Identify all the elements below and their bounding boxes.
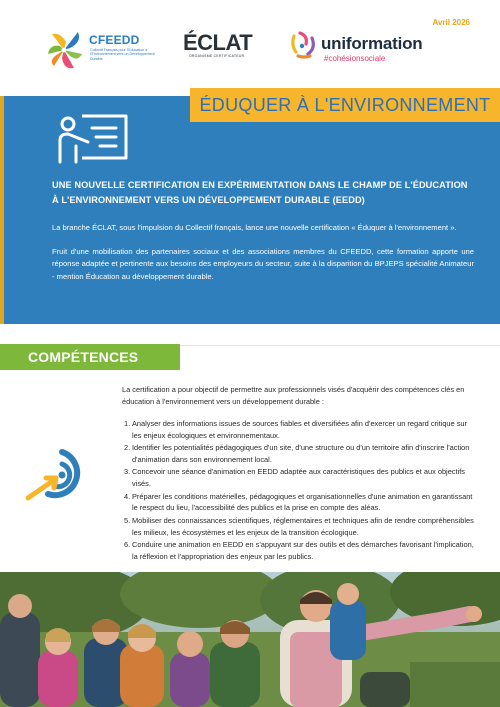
cfeedd-mark-icon xyxy=(44,28,86,72)
competence-text: Identifier les potentialités pédagogiques d'un site, d'une structure ou d'un territoire afin d'inscrire l'action d'animation dans son environnement local. xyxy=(132,443,470,464)
banner-lead: UNE NOUVELLE CERTIFICATION EN EXPÉRIMENTATION DANS LE CHAMP DE L'ÉDUCATION À L'ENVIRONNEMENT VERS UN DÉVELOPPEMENT DURABLE (EEDD) xyxy=(52,180,468,205)
competences-header xyxy=(0,344,180,391)
competence-number: 6. xyxy=(124,539,131,549)
eclat-name: ÉCLAT xyxy=(183,30,253,55)
competence-text: Concevoir une séance d'animation en EEDD adaptée aux caractéristiques des publics et aux objectifs visés. xyxy=(132,467,465,489)
competence-number: 1. xyxy=(124,419,131,428)
competence-item xyxy=(124,539,476,563)
competence-item xyxy=(124,442,476,466)
cfeedd-logo xyxy=(44,28,164,76)
competence-item xyxy=(124,466,476,490)
publication-date: Avril 2026 xyxy=(432,18,470,27)
eclat-logo xyxy=(183,30,263,60)
competences-title: COMPÉTENCES VISÉES xyxy=(28,349,139,391)
competence-item xyxy=(124,491,476,515)
competence-number: 5. xyxy=(124,515,131,525)
competence-number: 3. xyxy=(124,467,131,477)
banner-paragraph-1: La branche ÉCLAT, sous l'impulsion du Collectif français, lance une nouvelle certification « Éduquer à l'environnement ». xyxy=(52,223,457,232)
cfeedd-name: CFEEDD xyxy=(89,33,140,47)
competence-number: 4. xyxy=(124,491,131,501)
eclat-subtitle: ORGANISME CERTIFICATEUR xyxy=(189,54,245,58)
uniformation-logo xyxy=(288,28,448,68)
competences-list xyxy=(124,418,476,563)
photo-illustration xyxy=(0,572,500,707)
competences-intro: La certification a pour objectif de permettre aux professionnels visés d'acquérir des compétences clés en éducation à l'environnement vers un développement durable : xyxy=(122,385,465,406)
uniformation-mark-icon xyxy=(288,30,318,60)
page-title: ÉDUQUER À L'ENVIRONNEMENT xyxy=(199,95,491,115)
target-arrow-icon xyxy=(22,446,86,506)
competence-text: Conduire une animation en EEDD en s'appuyant sur des outils et des démarches favorisant l'implication, la réflexion et l'appropriation des enjeux par les publics. xyxy=(132,539,474,561)
banner-paragraph-2: Fruit d'une mobilisation des partenaires sociaux et des associations membres du CFEEDD, cette formation apporte une réponse adaptée et pertinente aux besoins des employeurs du secteur, suite à la disparition du BPJEPS spécialité Animateur - mention Éducation au développement durable. xyxy=(52,247,474,281)
outdoor-group-photo xyxy=(0,572,500,707)
competence-text: Préparer les conditions matérielles, pédagogiques et organisationnelles d'une animation en garantissant le respect du lieu, l'accessibilité des publics et la prise en compte des aléas. xyxy=(132,491,473,513)
competence-item xyxy=(124,515,476,539)
competence-text: Mobiliser des connaissances scientifiques, réglementaires et techniques afin de rendre compréhensibles les milieux, les écosystèmes et les enjeux de la transition écologique. xyxy=(132,515,474,537)
environment-education-icon xyxy=(56,110,132,166)
header xyxy=(0,0,500,96)
title-bar xyxy=(190,88,500,122)
competence-number: 2. xyxy=(124,443,131,453)
banner-accent-edge xyxy=(0,96,4,324)
competence-item xyxy=(124,418,476,442)
cfeedd-subtitle: Collectif Français pour l'Education à l'Environnement vers un Développement Durable xyxy=(90,48,155,61)
uniformation-tagline: #cohésionsociale xyxy=(324,54,386,63)
uniformation-name: uniformation xyxy=(321,34,423,53)
section-divider xyxy=(180,345,500,346)
competence-text: Analyser des informations issues de sources fiables et diversifiées afin d'exercer un regard critique sur les enjeux écologiques et environnementaux. xyxy=(132,419,467,440)
